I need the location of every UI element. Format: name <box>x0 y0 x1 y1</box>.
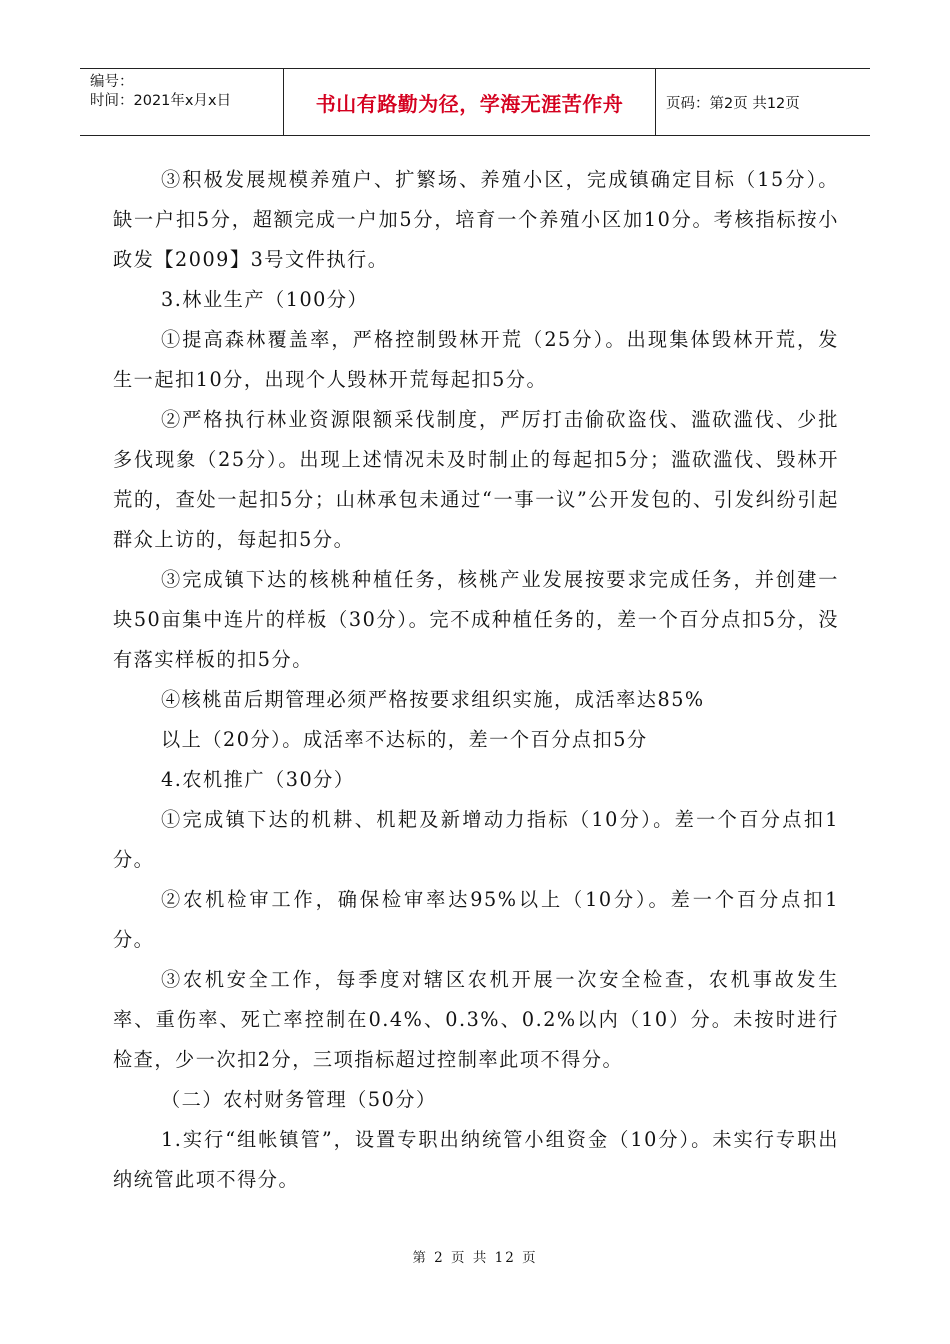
paragraph: ④核桃苗后期管理必须严格按要求组织实施，成活率达85% <box>161 688 705 711</box>
paragraph: 以上（20分）。成活率不达标的，差一个百分点扣5分 <box>161 728 648 751</box>
document-date: 时间：2021年x月x日 <box>90 93 232 109</box>
paragraph: ①提高森林覆盖率，严格控制毁林开荒（25分）。出现集体毁林开荒，发生一起扣10分，出现个人毁林开荒每起扣5分。 <box>113 328 839 391</box>
page-header <box>80 68 870 136</box>
paragraph: ①完成镇下达的机耕、机耙及新增动力指标（10分）。差一个百分点扣1分。 <box>113 808 839 871</box>
paragraph: 1.实行“组帐镇管”，设置专职出纳统管小组资金（10分）。未实行专职出纳统管此项不得分。 <box>113 1128 839 1191</box>
paragraph: ②严格执行林业资源限额采伐制度，严厉打击偷砍盗伐、滥砍滥伐、少批多伐现象（25分）。出现上述情况未及时制止的每起扣5分；滥砍滥伐、毁林开荒的，查处一起扣5分；山林承包未通过“一事一议”公开发包的、引发纠纷引起群众上访的，每起扣5分。 <box>113 408 839 551</box>
section-heading: （二）农村财务管理（50分） <box>161 1088 437 1111</box>
paragraph: ②农机检审工作，确保检审率达95%以上（10分）。差一个百分点扣1分。 <box>113 888 839 951</box>
document-number-label: 编号： <box>90 74 134 90</box>
section-heading: 4.农机推广（30分） <box>161 768 355 791</box>
section-heading: 3.林业生产（100分） <box>161 288 369 311</box>
header-motto: 书山有路勤为径，学海无涯苦作舟 <box>284 69 656 135</box>
paragraph: ③完成镇下达的核桃种植任务，核桃产业发展按要求完成任务，并创建一块50亩集中连片的样板（30分）。完不成种植任务的，差一个百分点扣5分，没有落实样板的扣5分。 <box>113 568 839 671</box>
page-footer: 第 2 页 共 12 页 <box>412 1250 538 1266</box>
paragraph: ③积极发展规模养殖户、扩繁场、养殖小区，完成镇确定目标（15分）。缺一户扣5分，超额完成一户加5分，培育一个养殖小区加10分。考核指标按小政发【2009】3号文件执行。 <box>113 168 839 271</box>
document-body <box>113 160 839 1200</box>
header-page-info: 页码：第2页 共12页 <box>666 95 800 112</box>
header-meta <box>80 69 284 135</box>
paragraph: ③农机安全工作，每季度对辖区农机开展一次安全检查，农机事故发生率、重伤率、死亡率控制在0.4%、0.3%、0.2%以内（10）分。未按时进行检查，少一次扣2分，三项指标超过控制率此项不得分。 <box>113 968 839 1071</box>
